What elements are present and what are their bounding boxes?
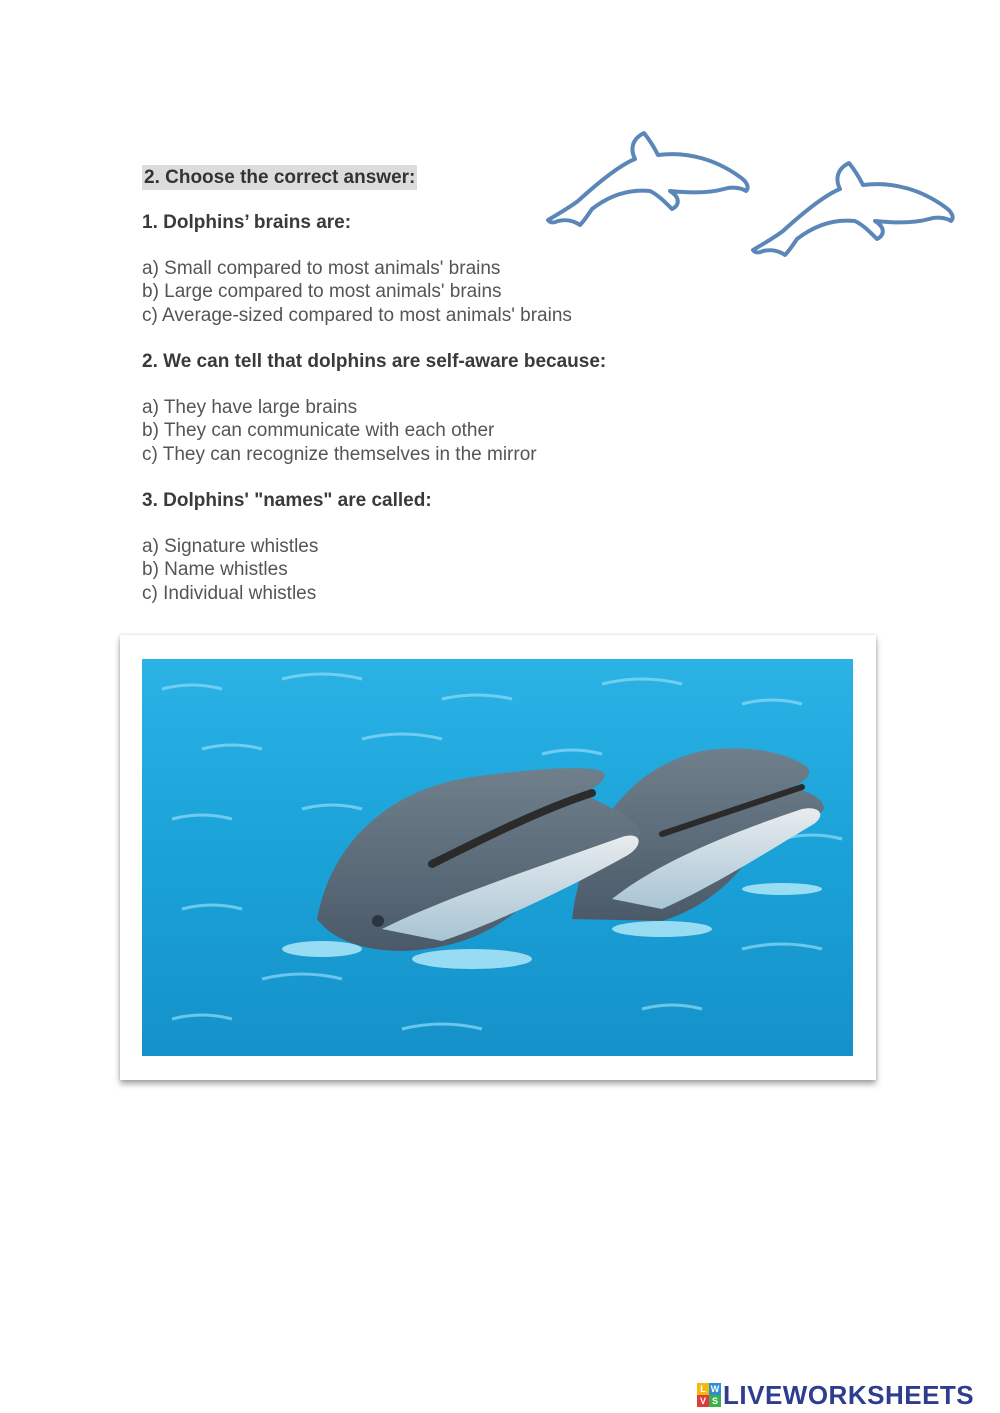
answer-option[interactable]: b) Large compared to most animals' brains <box>142 281 502 303</box>
brand-name: LIVEWORKSHEETS <box>723 1379 975 1410</box>
answer-option[interactable]: c) They can recognize themselves in the mirror <box>142 443 537 465</box>
answer-option[interactable]: b) They can communicate with each other <box>142 420 495 442</box>
dolphin-outline-icon <box>745 155 960 265</box>
answer-option[interactable]: c) Average-sized compared to most animals' brains <box>142 304 572 326</box>
question-title: 3. Dolphins' "names" are called: <box>142 490 432 511</box>
logo-letter: W <box>710 1384 720 1394</box>
two-dolphins-photo <box>142 659 853 1056</box>
section-heading: 2. Choose the correct answer: <box>144 167 416 188</box>
question-title: 2. We can tell that dolphins are self-aware because: <box>142 351 607 372</box>
logo-letter: L <box>697 1383 709 1395</box>
photo-frame <box>120 635 876 1080</box>
question-1 <box>142 211 572 327</box>
answer-option[interactable]: c) Individual whistles <box>142 582 317 604</box>
liveworksheets-branding[interactable] <box>697 1380 974 1410</box>
answer-option[interactable]: a) Signature whistles <box>142 536 319 557</box>
answer-option[interactable]: b) Name whistles <box>142 559 288 581</box>
dolphin-outline-icon <box>540 125 755 235</box>
answer-option[interactable]: a) They have large brains <box>142 397 358 418</box>
question-title: 1. Dolphins’ brains are: <box>142 212 352 233</box>
logo-letter: V <box>697 1395 709 1407</box>
liveworksheets-logo-icon <box>697 1383 721 1407</box>
question-2 <box>142 350 606 466</box>
logo-letter: S <box>709 1395 721 1407</box>
answer-option[interactable]: a) Small compared to most animals' brains <box>142 258 501 279</box>
question-3 <box>142 489 432 605</box>
